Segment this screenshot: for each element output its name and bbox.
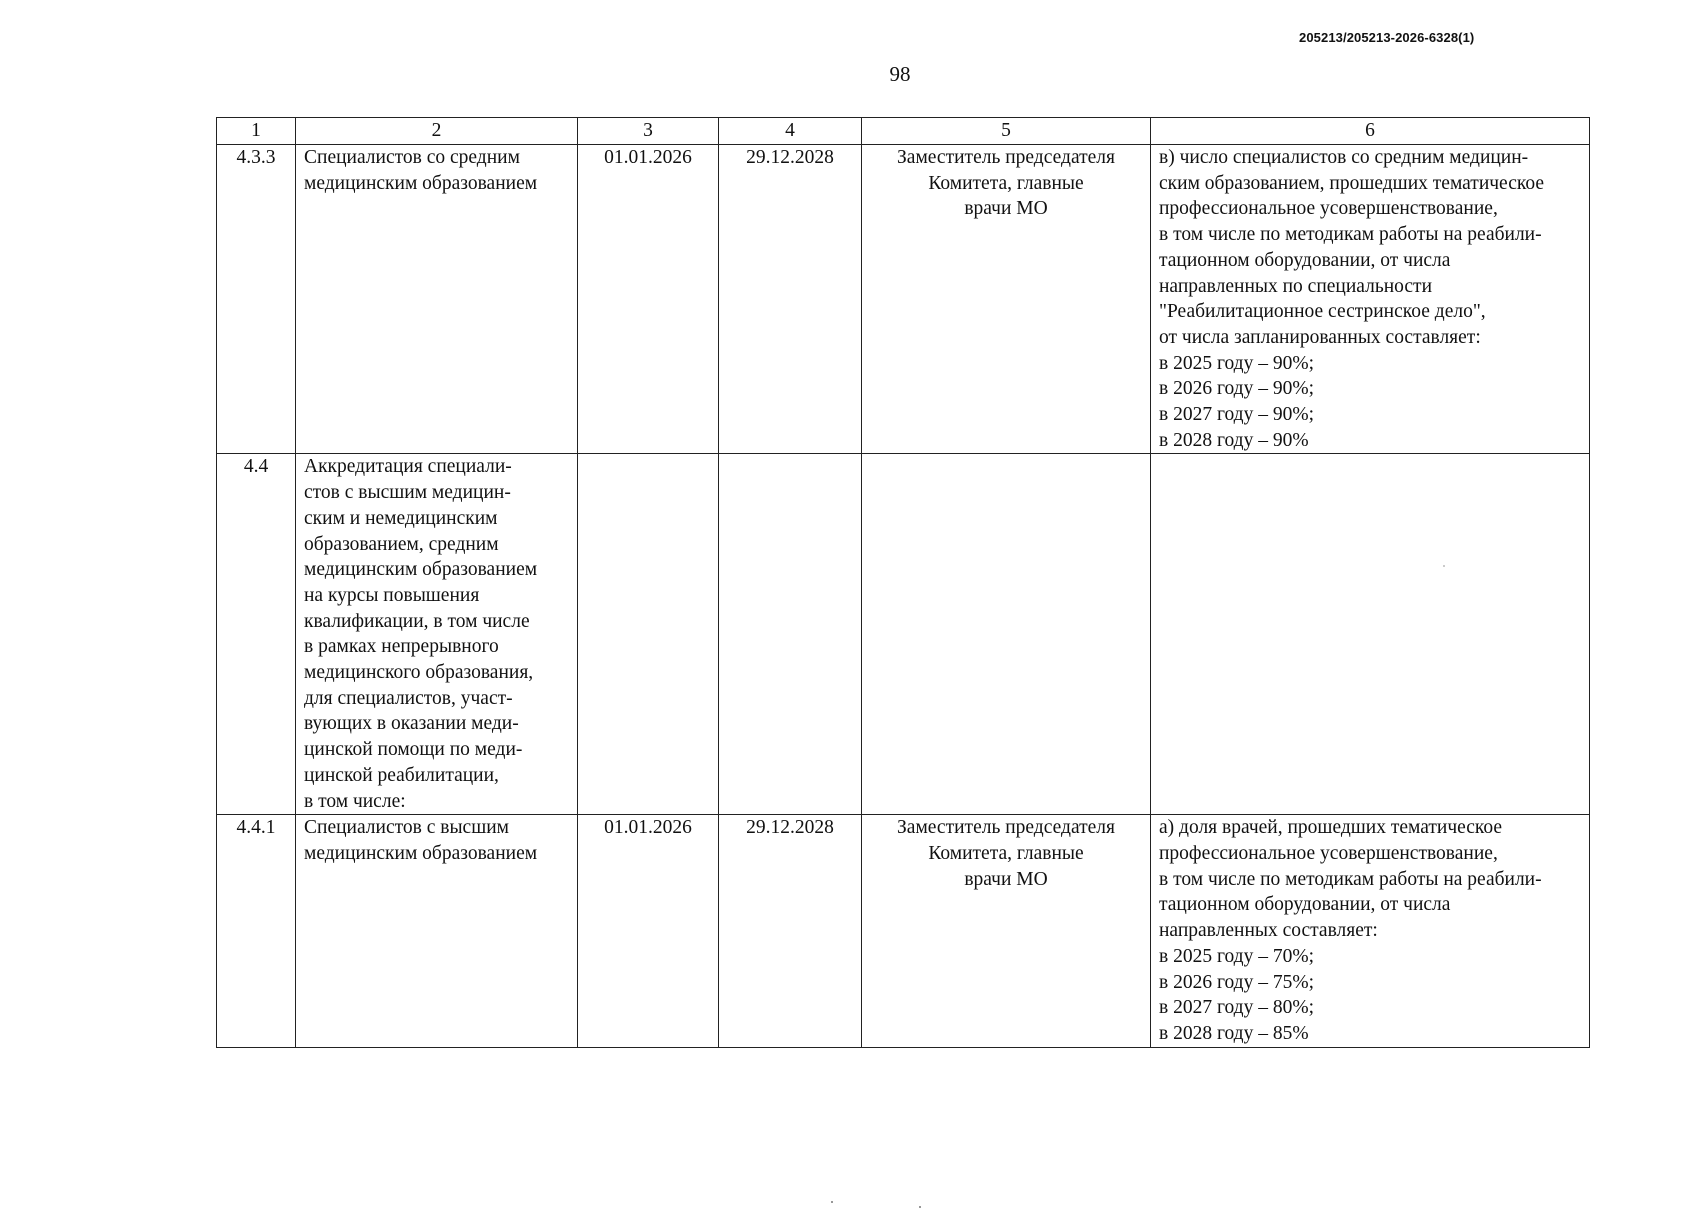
text-line: в том числе по методикам работы на реабили- bbox=[1159, 224, 1542, 246]
text-line: тационном оборудовании, от числа bbox=[1159, 894, 1451, 916]
end-date: 29.12.2028 bbox=[719, 815, 862, 1048]
table-row bbox=[217, 454, 1590, 815]
text-line: в 2026 году – 90%; bbox=[1159, 378, 1314, 400]
text-line: в том числе: bbox=[304, 790, 406, 812]
column-header: 2 bbox=[296, 118, 578, 145]
text-line: Специалистов с высшим bbox=[304, 817, 509, 839]
text-line: Специалистов со средним bbox=[304, 147, 520, 168]
text-line: в 2025 году – 90%; bbox=[1159, 352, 1314, 374]
column-header: 1 bbox=[217, 118, 296, 145]
responsible bbox=[862, 815, 1151, 1048]
text-line: а) доля врачей, прошедших тематическое bbox=[1159, 817, 1503, 839]
start-date: 01.01.2026 bbox=[578, 145, 719, 454]
scan-speck bbox=[831, 1201, 833, 1203]
item-number: 4.4.1 bbox=[217, 815, 296, 1048]
text-line: тационном оборудовании, от числа bbox=[1159, 249, 1451, 271]
indicator bbox=[1151, 815, 1590, 1048]
text-line: направленных по специальности bbox=[1159, 275, 1433, 297]
text-line: Заместитель председателя bbox=[897, 817, 1115, 839]
text-line: в 2025 году – 70%; bbox=[1159, 945, 1314, 967]
text-line: в 2027 году – 80%; bbox=[1159, 997, 1314, 1019]
column-header: 3 bbox=[578, 118, 719, 145]
text-line: квалификации, в том числе bbox=[304, 610, 530, 632]
text-line: врачи МО bbox=[964, 198, 1048, 220]
text-line: в 2028 году – 90% bbox=[1159, 429, 1309, 451]
text-line: ским образованием, прошедших тематическое bbox=[1159, 172, 1544, 194]
column-header: 5 bbox=[862, 118, 1151, 145]
start-date: 01.01.2026 bbox=[578, 815, 719, 1048]
text-line: в рамках непрерывного bbox=[304, 636, 499, 658]
scan-speck bbox=[1443, 565, 1445, 567]
text-line: в 2026 году – 75%; bbox=[1159, 971, 1314, 993]
text-line: в) число специалистов со средним медицин- bbox=[1159, 147, 1529, 168]
text-line: направленных составляет: bbox=[1159, 920, 1378, 942]
indicator bbox=[1151, 145, 1590, 454]
text-line: в 2027 году – 90%; bbox=[1159, 404, 1314, 426]
text-line: врачи МО bbox=[964, 868, 1048, 890]
text-line: стов с высшим медицин- bbox=[304, 482, 511, 504]
plan-table bbox=[216, 117, 1590, 1048]
text-line: "Реабилитационное сестринское дело", bbox=[1159, 301, 1486, 323]
item-number: 4.4 bbox=[217, 454, 296, 815]
end-date bbox=[719, 454, 862, 815]
text-line: медицинским образованием bbox=[304, 559, 538, 581]
text-line: для специалистов, участ- bbox=[304, 687, 513, 709]
activity-name bbox=[296, 145, 578, 454]
indicator bbox=[1151, 454, 1590, 815]
text-line: цинской реабилитации, bbox=[304, 764, 499, 786]
column-header: 6 bbox=[1151, 118, 1590, 145]
text-line: образованием, средним bbox=[304, 533, 499, 555]
text-line: Комитета, главные bbox=[928, 842, 1084, 864]
column-header: 4 bbox=[719, 118, 862, 145]
text-line: на курсы повышения bbox=[304, 584, 480, 606]
text-line: от числа запланированных составляет: bbox=[1159, 326, 1481, 348]
activity-name bbox=[296, 815, 578, 1048]
responsible bbox=[862, 454, 1151, 815]
text-line: Заместитель председателя bbox=[897, 147, 1115, 168]
text-line: медицинским образованием bbox=[304, 842, 538, 864]
text-line: профессиональное усовершенствование, bbox=[1159, 198, 1498, 220]
responsible bbox=[862, 145, 1151, 454]
item-number: 4.3.3 bbox=[217, 145, 296, 454]
document-id: 205213/205213-2026-6328(1) bbox=[1299, 30, 1475, 45]
page-number: 98 bbox=[889, 62, 911, 86]
table-row bbox=[217, 145, 1590, 454]
text-line: медицинским образованием bbox=[304, 172, 538, 194]
end-date: 29.12.2028 bbox=[719, 145, 862, 454]
text-line: профессиональное усовершенствование, bbox=[1159, 842, 1498, 864]
text-line: Аккредитация специали- bbox=[304, 456, 512, 478]
text-line: в том числе по методикам работы на реабили- bbox=[1159, 868, 1542, 890]
text-line: Комитета, главные bbox=[928, 172, 1084, 194]
table-row bbox=[217, 815, 1590, 1048]
table-header-row bbox=[217, 118, 1590, 145]
text-line: в 2028 году – 85% bbox=[1159, 1022, 1309, 1044]
text-line: вующих в оказании меди- bbox=[304, 713, 519, 735]
text-line: ским и немедицинским bbox=[304, 507, 498, 529]
start-date bbox=[578, 454, 719, 815]
activity-name bbox=[296, 454, 578, 815]
text-line: цинской помощи по меди- bbox=[304, 739, 523, 761]
text-line: медицинского образования, bbox=[304, 662, 534, 684]
